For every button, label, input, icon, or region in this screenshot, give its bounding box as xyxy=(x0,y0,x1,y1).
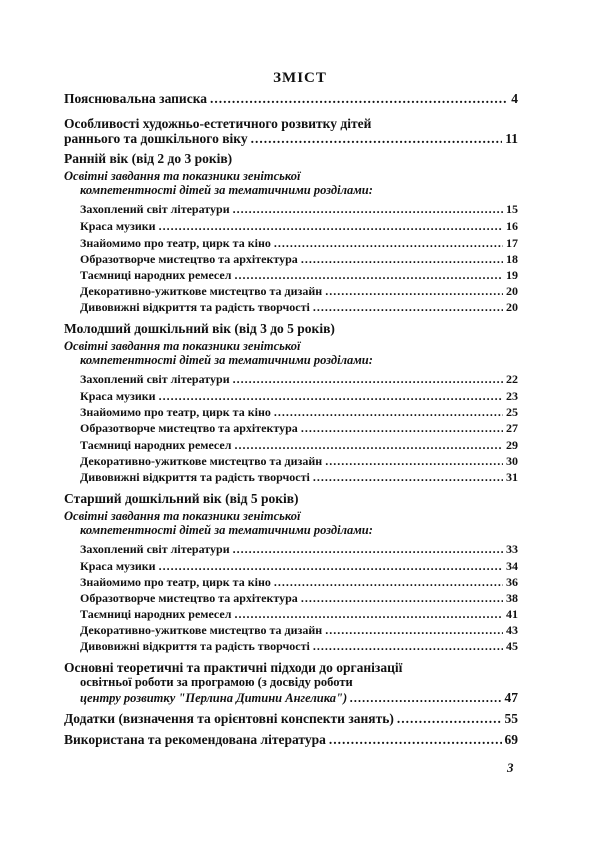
section-heading: Молодший дошкільний вік (від 3 до 5 років) xyxy=(64,321,335,336)
leader-dots xyxy=(313,470,503,485)
toc-entry-page: 31 xyxy=(506,470,518,484)
leader-dots xyxy=(251,131,503,147)
toc-entry[interactable] xyxy=(80,690,518,706)
toc-entry-page: 4 xyxy=(511,91,518,106)
leader-dots xyxy=(274,575,503,590)
toc-entry-page: 45 xyxy=(506,639,518,653)
leader-dots xyxy=(329,732,502,748)
toc-entry[interactable] xyxy=(80,284,518,299)
toc-entry-page: 29 xyxy=(506,438,518,452)
toc-entry-title: Знайомимо про театр, цирк та кіно xyxy=(80,575,271,589)
tasks-heading: Освітні завдання та показники зенітської xyxy=(64,509,301,523)
toc-entry-page: 30 xyxy=(506,454,518,468)
toc-entry[interactable] xyxy=(80,219,518,234)
toc-entry-page: 27 xyxy=(506,421,518,435)
toc-entry[interactable] xyxy=(80,559,518,574)
toc-entry-page: 19 xyxy=(506,268,518,282)
toc-entry-page: 22 xyxy=(506,372,518,386)
leader-dots xyxy=(301,591,503,606)
toc-entry-page: 17 xyxy=(506,236,518,250)
toc-entry-title: Краса музики xyxy=(80,219,156,233)
toc-entry[interactable] xyxy=(64,131,518,147)
toc-entry-title: Образотворче мистецтво та архітектура xyxy=(80,252,298,266)
toc-entry[interactable] xyxy=(80,575,518,590)
leader-dots xyxy=(234,607,503,622)
toc-entry-title: Таємниці народних ремесел xyxy=(80,607,232,621)
toc-entry-page: 69 xyxy=(504,732,518,747)
leader-dots xyxy=(233,202,503,217)
leader-dots xyxy=(210,91,508,107)
toc-entry[interactable] xyxy=(80,372,518,387)
toc-entry-title: центру розвитку "Перлина Дитини Ангелика") xyxy=(80,691,348,705)
toc-entry-page: 15 xyxy=(506,202,518,216)
toc-entry-title: освітньої роботи за програмою (з досвіду роботи xyxy=(80,675,353,689)
toc-entry-title: Захоплений світ літератури xyxy=(80,372,230,386)
toc-entry-page: 11 xyxy=(505,131,518,146)
section-heading: Ранній вік (від 2 до 3 років) xyxy=(64,151,233,166)
toc-entry-title: Захоплений світ літератури xyxy=(80,202,230,216)
toc-entry[interactable] xyxy=(80,639,518,654)
toc-entry-title: Таємниці народних ремесел xyxy=(80,268,232,282)
toc-entry[interactable] xyxy=(80,542,518,557)
toc-entry[interactable] xyxy=(80,268,518,283)
leader-dots xyxy=(325,623,503,638)
leader-dots xyxy=(234,438,503,453)
toc-entry-title: Використана та рекомендована література xyxy=(64,732,326,747)
toc-entry[interactable] xyxy=(80,300,518,315)
toc-entry[interactable] xyxy=(80,607,518,622)
leader-dots xyxy=(313,300,503,315)
toc-entry[interactable] xyxy=(80,252,518,267)
tasks-heading: Освітні завдання та показники зенітської xyxy=(64,339,301,353)
leader-dots xyxy=(350,691,501,706)
leader-dots xyxy=(274,405,503,420)
page-title: ЗМІСТ xyxy=(273,70,327,86)
toc-entry-page: 25 xyxy=(506,405,518,419)
leader-dots xyxy=(301,252,503,267)
toc-entry[interactable] xyxy=(80,389,518,404)
toc-entry[interactable] xyxy=(80,623,518,638)
toc-entry-title: Декоративно-ужиткове мистецтво та дизайн xyxy=(80,623,323,637)
leader-dots xyxy=(274,236,503,251)
tasks-heading: компетентності дітей за тематичними розділами: xyxy=(80,523,373,537)
toc-entry-page: 43 xyxy=(506,623,518,637)
toc-entry[interactable] xyxy=(64,711,518,727)
leader-dots xyxy=(301,421,503,436)
toc-entry-title: Знайомимо про театр, цирк та кіно xyxy=(80,236,271,250)
toc-entry[interactable] xyxy=(80,454,518,469)
leader-dots xyxy=(325,284,503,299)
toc-entry-page: 20 xyxy=(506,284,518,298)
tasks-heading: компетентності дітей за тематичними розділами: xyxy=(80,353,373,367)
section-heading: Старший дошкільний вік (від 5 років) xyxy=(64,491,299,506)
leader-dots xyxy=(325,454,503,469)
toc-entry[interactable] xyxy=(80,405,518,420)
toc-entry-title: Краса музики xyxy=(80,559,156,573)
toc-entry-title: Захоплений світ літератури xyxy=(80,542,230,556)
toc-entry-title: Декоративно-ужиткове мистецтво та дизайн xyxy=(80,284,323,298)
toc-entry[interactable] xyxy=(80,591,518,606)
toc-entry-title: Додатки (визначення та орієнтовні конспекти занять) xyxy=(64,711,394,726)
page-number: 3 xyxy=(507,760,514,775)
toc-entry-page: 16 xyxy=(506,219,518,233)
leader-dots xyxy=(233,372,503,387)
toc-entry-title: Дивовижні відкриття та радість творчості xyxy=(80,470,310,484)
toc-entry[interactable] xyxy=(80,202,518,217)
toc-entry-title: Декоративно-ужиткове мистецтво та дизайн xyxy=(80,454,323,468)
toc-entry-title: Знайомимо про театр, цирк та кіно xyxy=(80,405,271,419)
toc-entry-page: 23 xyxy=(506,389,518,403)
toc-entry[interactable] xyxy=(80,438,518,453)
leader-dots xyxy=(233,542,503,557)
toc-entry-title: Образотворче мистецтво та архітектура xyxy=(80,421,298,435)
leader-dots xyxy=(397,711,502,727)
leader-dots xyxy=(313,639,503,654)
toc-entry-page: 36 xyxy=(506,575,518,589)
toc-entry-title: Дивовижні відкриття та радість творчості xyxy=(80,639,310,653)
toc-entry[interactable] xyxy=(80,421,518,436)
toc-entry[interactable] xyxy=(80,236,518,251)
toc-entry-title: раннього та дошкільного віку xyxy=(64,131,248,146)
toc-entry-page: 20 xyxy=(506,300,518,314)
toc-entry-title: Таємниці народних ремесел xyxy=(80,438,232,452)
tasks-heading: Освітні завдання та показники зенітської xyxy=(64,169,301,183)
toc-entry-page: 33 xyxy=(506,542,518,556)
toc-entry-page: 18 xyxy=(506,252,518,266)
toc-entry-title: Пояснювальна записка xyxy=(64,91,208,106)
toc-entry-title: Образотворче мистецтво та архітектура xyxy=(80,591,298,605)
toc-entry-page: 38 xyxy=(506,591,518,605)
toc-entry[interactable] xyxy=(64,732,518,748)
toc-entry-title: Краса музики xyxy=(80,389,156,403)
leader-dots xyxy=(159,219,503,234)
toc-entry[interactable] xyxy=(64,91,518,107)
toc-entry-page: 47 xyxy=(504,690,518,705)
leader-dots xyxy=(159,559,503,574)
toc-entry-title: Особливості художньо-естетичного розвитку дітей xyxy=(64,116,372,131)
toc-entry-title: Дивовижні відкриття та радість творчості xyxy=(80,300,310,314)
toc-entry-page: 55 xyxy=(504,711,518,726)
toc-entry[interactable] xyxy=(80,470,518,485)
leader-dots xyxy=(159,389,503,404)
toc-entry-page: 41 xyxy=(506,607,518,621)
toc-entry-page: 34 xyxy=(506,559,518,573)
leader-dots xyxy=(234,268,503,283)
tasks-heading: компетентності дітей за тематичними розділами: xyxy=(80,183,373,197)
toc-entry-title: Основні теоретичні та практичні підходи до організації xyxy=(64,660,403,675)
